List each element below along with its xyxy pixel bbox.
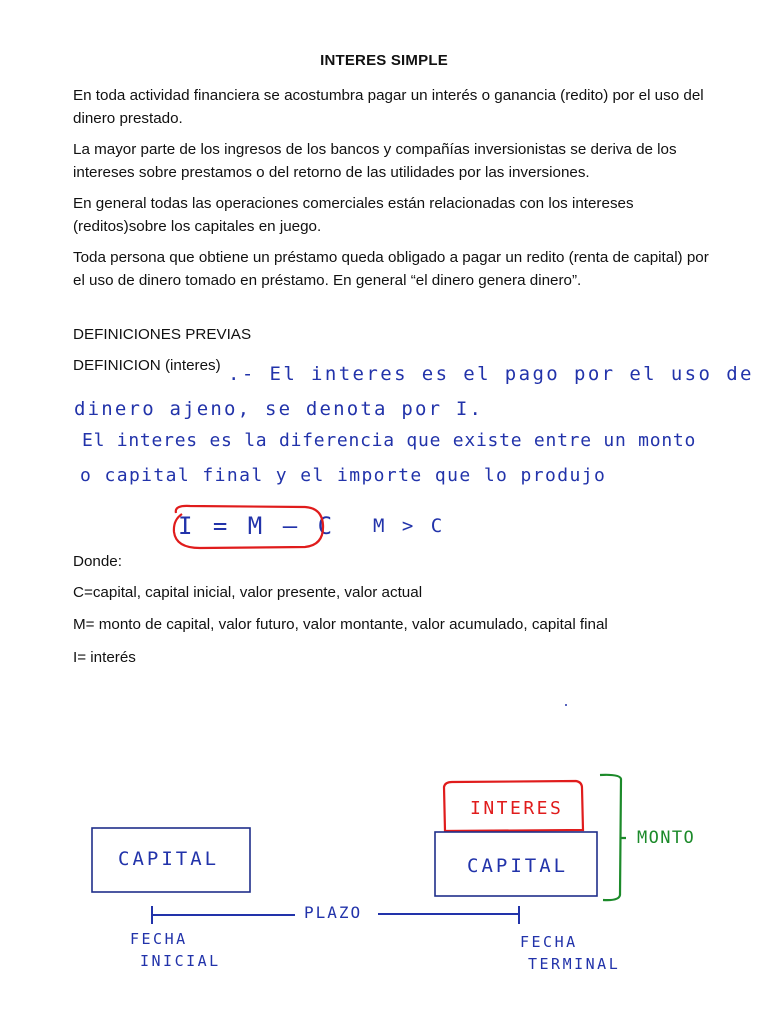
interest-label: INTERES bbox=[470, 798, 564, 819]
definiciones-heading: DEFINICIONES PREVIAS bbox=[73, 326, 252, 343]
paragraph-4: Toda persona que obtiene un préstamo queda obligado a pagar un redito (renta de capital) por el uso de dinero tomado en préstamo. En general “el dinero genera dinero”. bbox=[73, 249, 709, 289]
donde-label: Donde: bbox=[73, 553, 122, 570]
definition-m: M= monto de capital, valor futuro, valor montante, valor acumulado, capital final bbox=[73, 616, 608, 633]
monto-bracket bbox=[600, 775, 626, 900]
handwritten-line-2: dinero ajeno, se denota por I. bbox=[74, 398, 484, 420]
paragraph-1: En toda actividad financiera se acostumbra pagar un interés o ganancia (redito) por el uso del dinero prestado. bbox=[73, 87, 704, 127]
fecha-terminal-line-2: TERMINAL bbox=[528, 955, 621, 973]
monto-label: MONTO bbox=[637, 828, 696, 848]
capital-final-label: CAPITAL bbox=[467, 855, 569, 877]
handwritten-line-4: o capital final y el importe que lo produjo bbox=[80, 465, 607, 486]
document-title: INTERES SIMPLE bbox=[320, 52, 448, 69]
formula-highlight-loop bbox=[174, 506, 323, 548]
capital-initial-label: CAPITAL bbox=[118, 848, 220, 870]
paragraph-3: En general todas las operaciones comerciales están relacionadas con los intereses (reditos)sobre los capitales en juego. bbox=[73, 195, 634, 235]
plazo-label: PLAZO bbox=[304, 903, 363, 922]
handwritten-line-1: .- El interes es el pago por el uso de bbox=[228, 363, 754, 385]
paragraph-2: La mayor parte de los ingresos de los bancos y compañías inversionistas se deriva de los intereses sobre prestamos o del retorno de las utilidades por las inversiones. bbox=[73, 141, 677, 181]
fecha-inicial-line-1: FECHA bbox=[130, 930, 188, 948]
fecha-terminal-line-1: FECHA bbox=[520, 933, 578, 951]
definicion-label: DEFINICION (interes) bbox=[73, 357, 221, 374]
definition-c: C=capital, capital inicial, valor presente, valor actual bbox=[73, 584, 423, 601]
interest-condition: M > C bbox=[373, 515, 446, 537]
interest-formula: I = M – C bbox=[178, 512, 336, 540]
fecha-inicial-line-2: INICIAL bbox=[140, 952, 221, 970]
handwritten-line-3: El interes es la diferencia que existe entre un monto bbox=[82, 430, 697, 451]
definition-i: I= interés bbox=[73, 649, 136, 666]
stray-dot bbox=[565, 704, 567, 706]
